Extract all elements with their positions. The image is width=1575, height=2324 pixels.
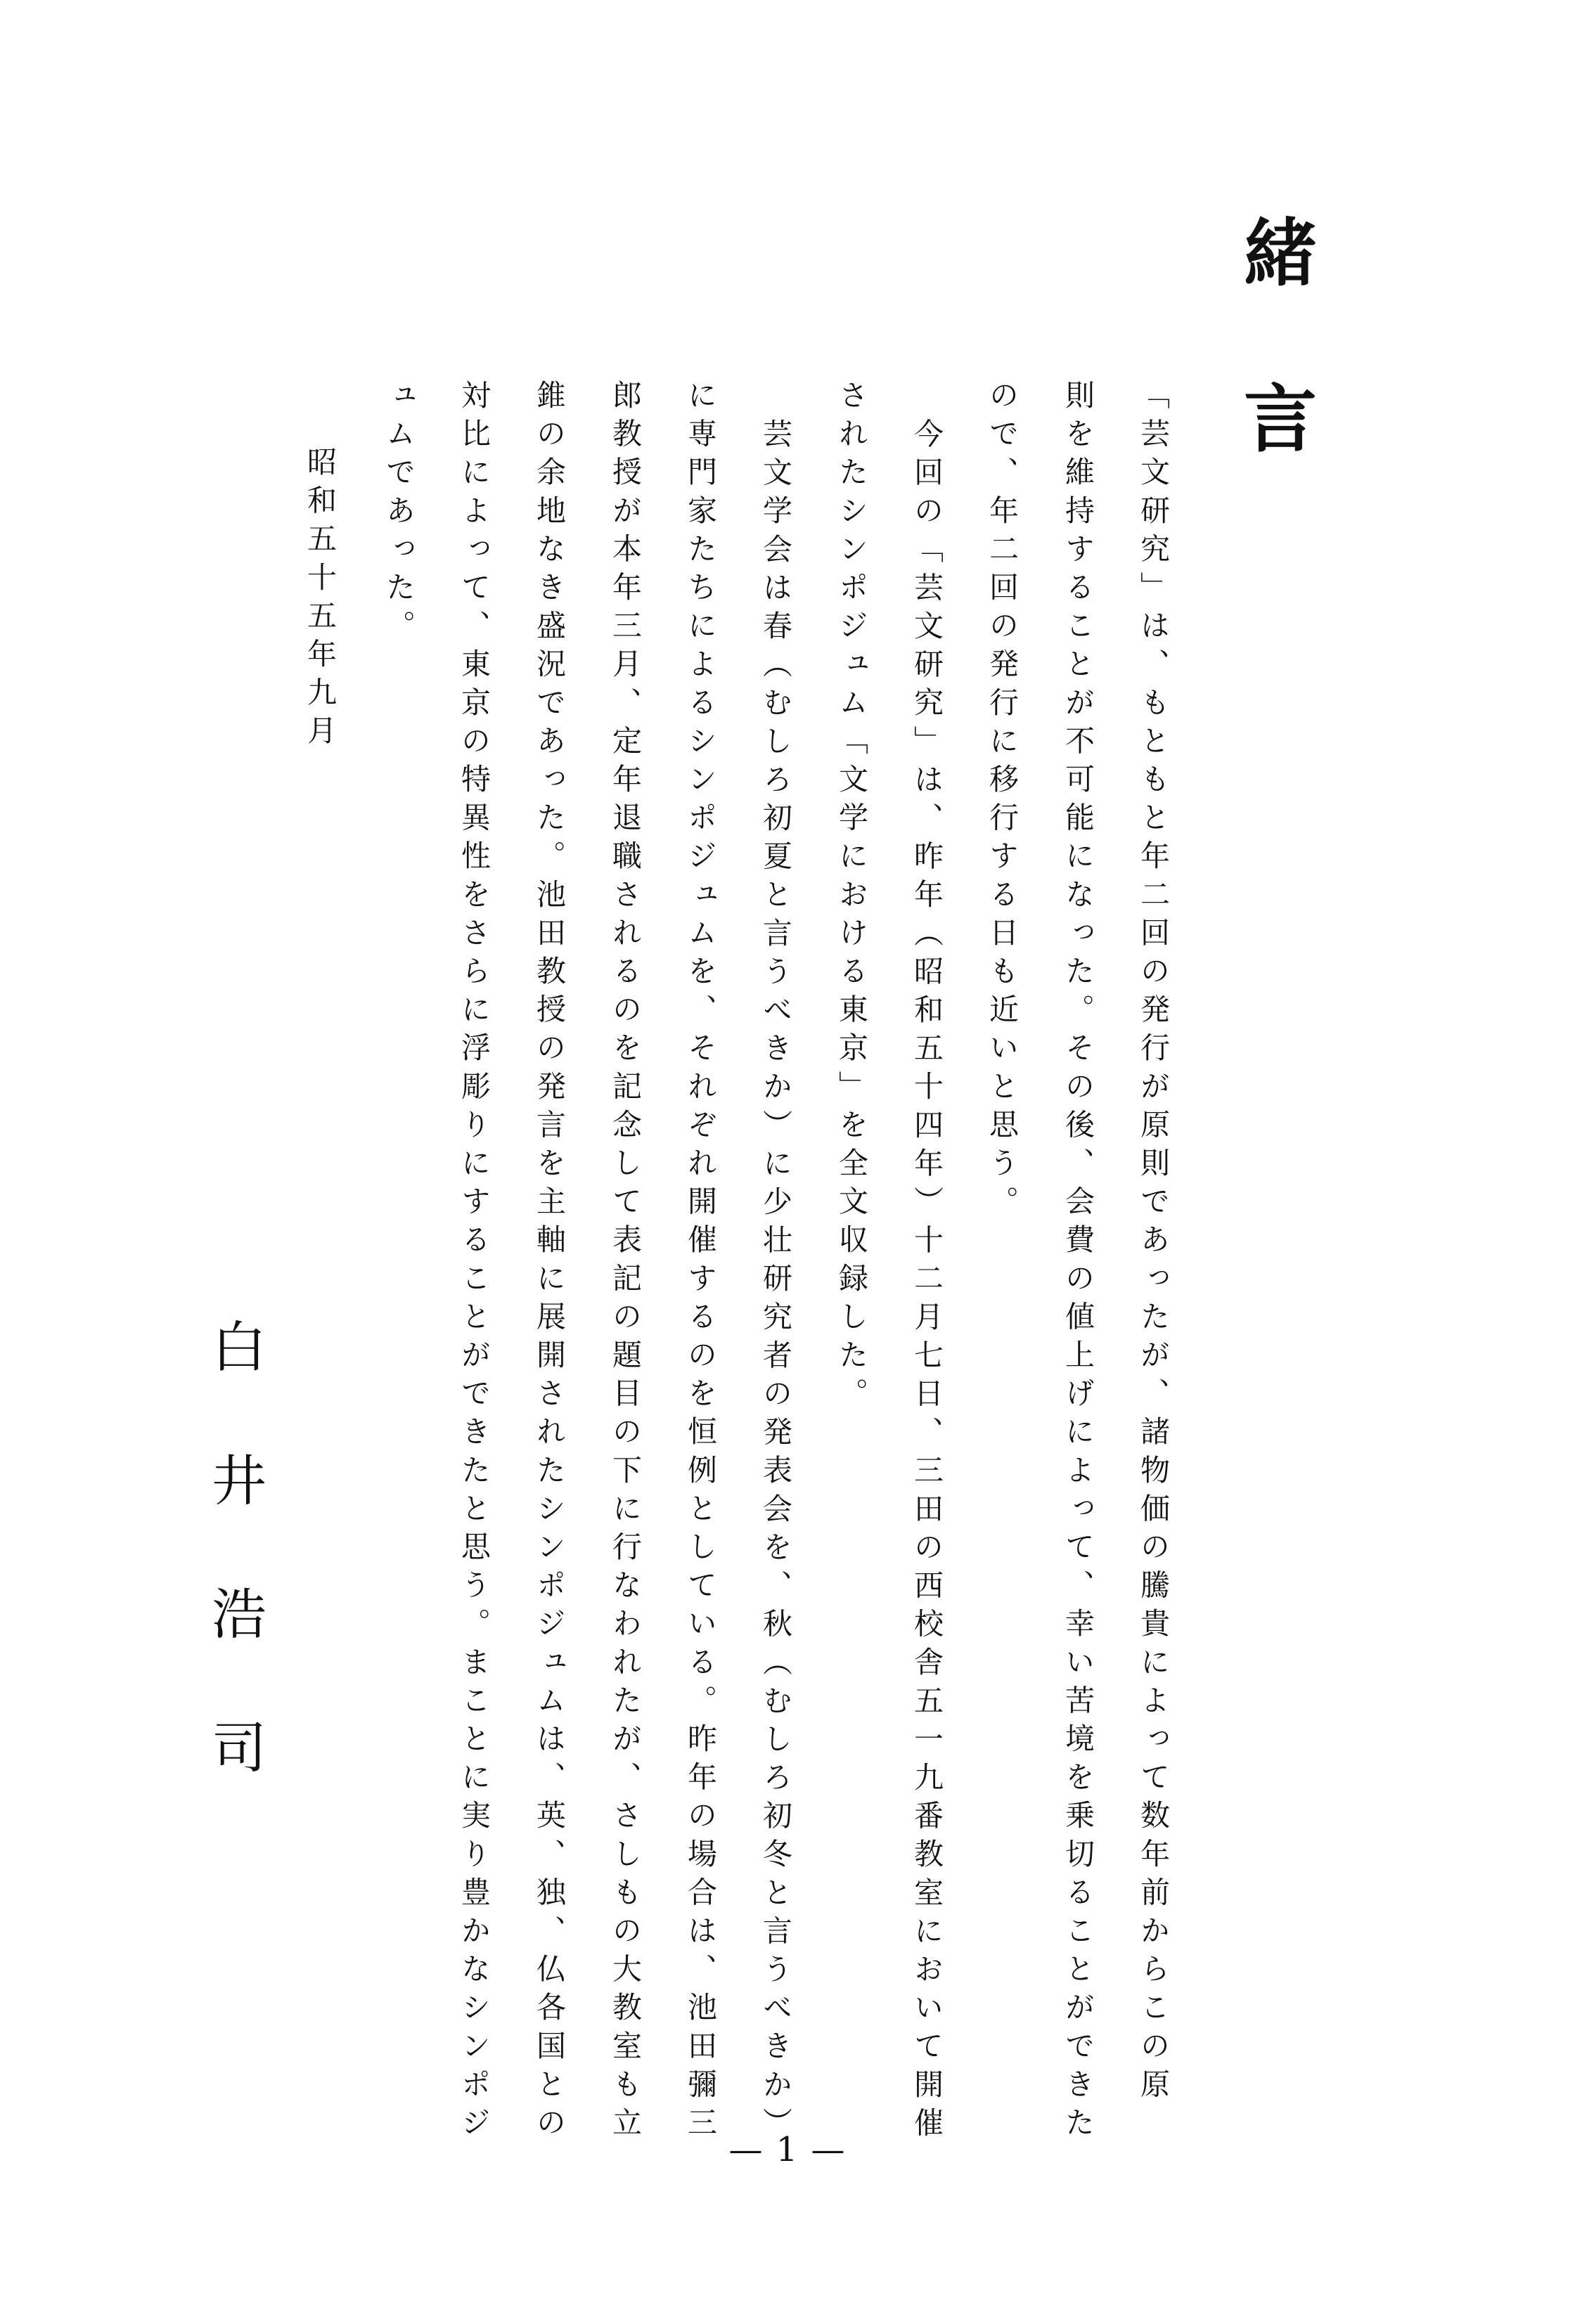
body-line: ュムであった。 xyxy=(382,380,416,649)
body-line: ので、年二回の発行に移行する日も近いと思う。 xyxy=(985,380,1020,1225)
page-number: — 1 — xyxy=(728,2130,847,2169)
body-line: 郎教授が本年三月、定年退職されるのを記念して表記の題目の下に行なわれたが、さしもの大教室も立 xyxy=(608,380,643,2145)
body-line: に専門家たちによるシンポジュムを、それぞれ開催するのを恒例としている。昨年の場合は、池田彌三 xyxy=(683,380,718,2145)
body-line: 対比によって、東京の特異性をさらに浮彫りにすることができたと思う。まことに実り豊かなシンポジ xyxy=(457,380,491,2145)
body-line: されたシンポジュム「文学における東京」を全文収録した。 xyxy=(835,380,869,1416)
date: 昭和五十五年九月 xyxy=(303,446,338,754)
author-name: 白井浩司 xyxy=(202,1318,266,1852)
body-line: 芸文学会は春（むしろ初夏と言うべきか）に少壮研究者の発表会を、秋（むしろ初冬と言うべきか） xyxy=(759,418,793,2145)
body-line: 「芸文研究」は、もともと年二回の発行が原則であったが、諸物価の騰貴によって数年前からこの原 xyxy=(1136,380,1171,2107)
body-line: 錐の余地なき盛況であった。池田教授の発言を主軸に展開されたシンポジュムは、英、独、仏各国との xyxy=(532,380,567,2145)
body-line: 今回の「芸文研究」は、昨年（昭和五十四年）十二月七日、三田の西校舎五一九番教室において開催 xyxy=(910,418,944,2145)
body-line: 則を維持することが不可能になった。その後、会費の値上げによって、幸い苦境を乗切ることができた xyxy=(1061,380,1095,2145)
page-title: 緒言 xyxy=(1231,214,1318,546)
